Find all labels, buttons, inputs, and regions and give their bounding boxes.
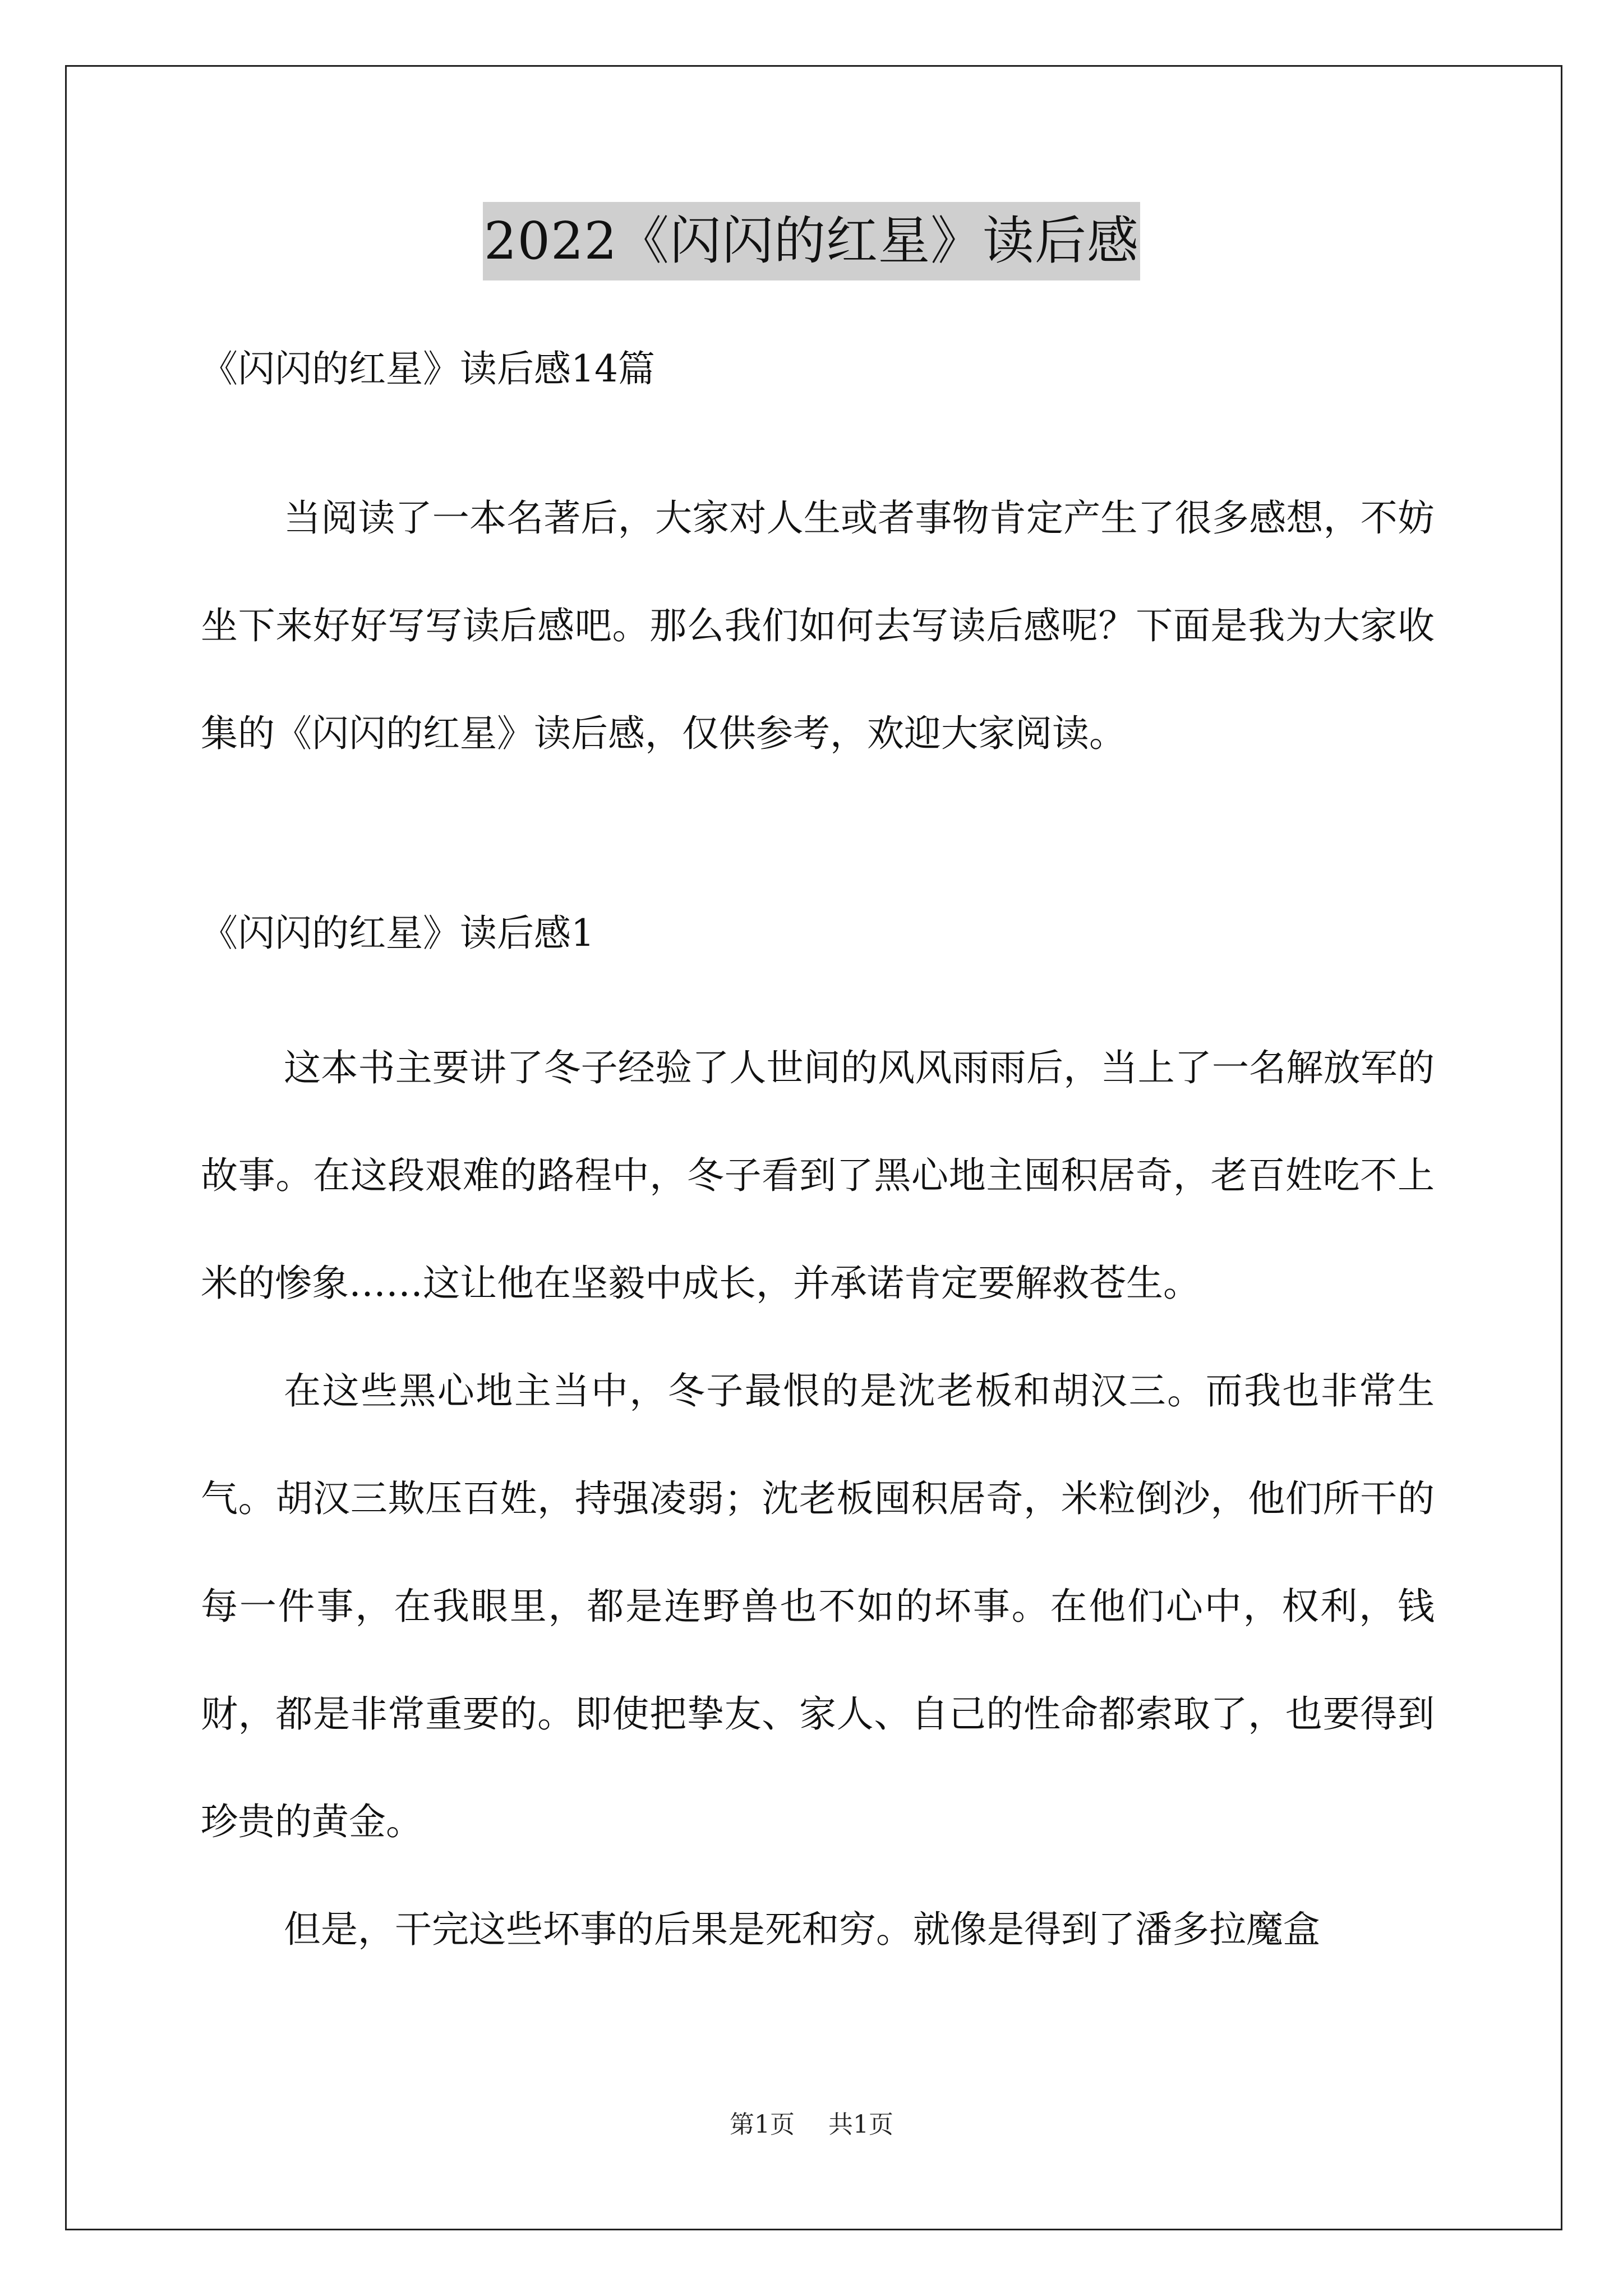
spacer <box>201 788 1435 905</box>
spacer <box>201 397 1435 464</box>
body-paragraph-3: 但是，干完这些坏事的后果是死和穷。就像是得到了潘多拉魔盒 <box>284 1908 1320 1951</box>
title-area <box>0 202 1623 280</box>
body-paragraph-2: 在这些黑心地主当中，冬子最恨的是沈老板和胡汉三。而我也非常生气。胡汉三欺压百姓，持强凌弱；沈老板囤积居奇，米粒倒沙，他们所干的每一件事，在我眼里，都是连野兽也不如的坏事。在他们心中，权利，钱财，都是非常重要的。即使把挚友、家人、自己的性命都索取了，也要得到珍贵的黄金。 <box>201 1369 1435 1843</box>
page-footer <box>0 2108 1623 2142</box>
spacer <box>201 961 1435 1014</box>
page-number-total: 共1页 <box>828 2110 893 2139</box>
document-subtitle: 《闪闪的红星》读后感14篇 <box>201 347 655 390</box>
body-paragraph-1: 这本书主要讲了冬子经验了人世间的风风雨雨后，当上了一名解放军的故事。在这段艰难的路程中，冬子看到了黑心地主囤积居奇，老百姓吃不上米的惨象……这让他在坚毅中成长，并承诺肯定要解救苍生。 <box>201 1046 1435 1305</box>
intro-paragraph: 当阅读了一本名著后，大家对人生或者事物肯定产生了很多感想，不妨坐下来好好写写读后感吧。那么我们如何去写读后感呢？下面是我为大家收集的《闪闪的红星》读后感，仅供参考，欢迎大家阅读。 <box>201 496 1435 755</box>
page-number-current: 第1页 <box>730 2110 795 2139</box>
section-heading: 《闪闪的红星》读后感1 <box>201 912 594 955</box>
document-title: 2022《闪闪的红星》读后感 <box>483 202 1140 280</box>
document-body <box>201 341 1435 1984</box>
